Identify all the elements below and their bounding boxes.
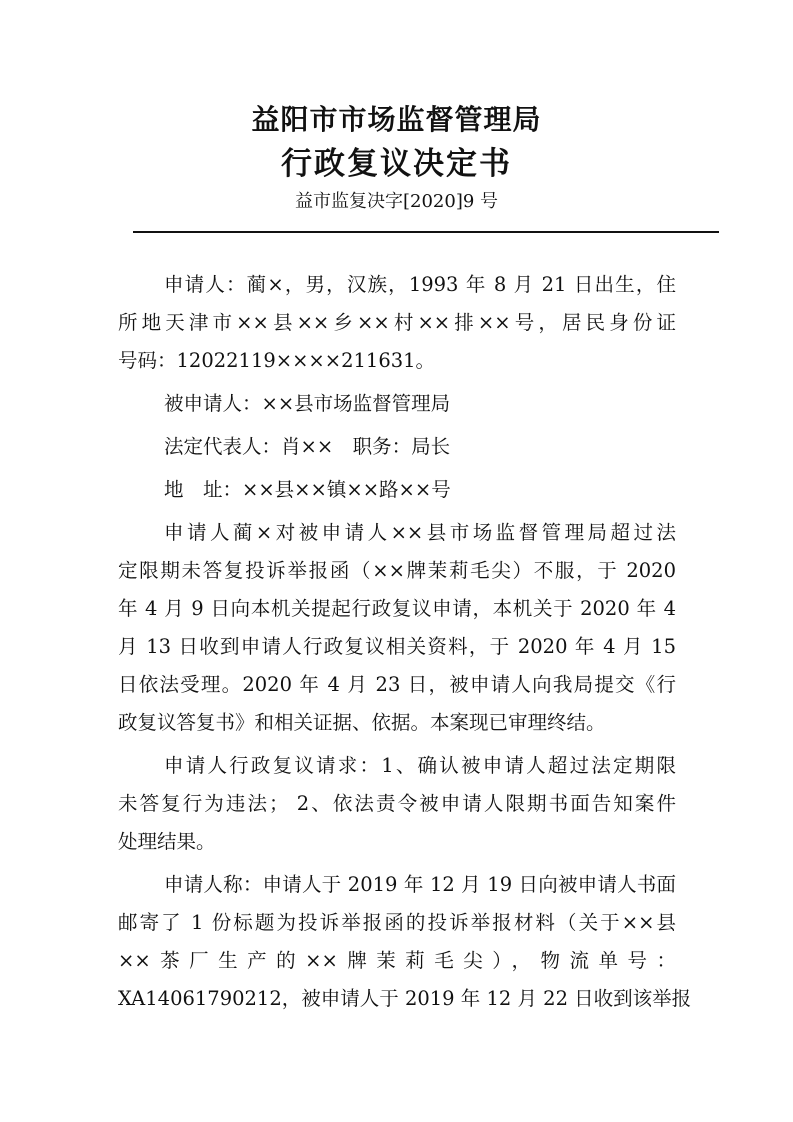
text-line: 申请人：蔺×，男，汉族，1993 年 8 月 21 日出生，住 — [164, 273, 676, 296]
paragraph — [118, 514, 676, 742]
text-line: 日依法受理。2020 年 4 月 23 日，被申请人向我局提交《行 — [118, 673, 676, 696]
issuing-organization: 益阳市市场监督管理局 — [251, 103, 542, 136]
text-line: 法定代表人：肖×× 职务：局长 — [164, 435, 451, 458]
text-line: 号码：12022119××××211631。 — [118, 349, 436, 372]
paragraph — [118, 428, 676, 466]
text-line: 政复议答复书》和相关证据、依据。本案现已审理终结。 — [118, 711, 606, 734]
header-divider — [133, 231, 719, 233]
text-line: 申请人蔺×对被申请人××县市场监督管理局超过法 — [164, 521, 676, 544]
text-line: 被申请人：××县市场监督管理局 — [164, 392, 451, 415]
text-line: 所地天津市××县××乡××村××排××号，居民身份证 — [118, 311, 676, 334]
text-line: 处理结果。 — [118, 830, 216, 853]
text-line: XA14061790212，被申请人于 2019 年 12 月 22 日收到该举报 — [118, 987, 692, 1010]
text-line: ××茶厂生产的××牌茉莉毛尖），物流单号： — [118, 949, 676, 972]
document-title: 行政复议决定书 — [281, 146, 512, 182]
paragraph — [118, 385, 676, 423]
paragraph — [118, 866, 692, 1018]
text-line: 定限期未答复投诉举报函（××牌茉莉毛尖）不服，于 2020 — [118, 559, 676, 582]
text-line: 未答复行为违法； 2、依法责令被申请人限期书面告知案件 — [118, 792, 676, 815]
document-body — [118, 266, 692, 1023]
paragraph — [118, 747, 676, 861]
paragraph — [118, 266, 676, 380]
paragraph — [118, 471, 676, 509]
text-line: 申请人称：申请人于 2019 年 12 月 19 日向被申请人书面 — [164, 873, 676, 896]
text-line: 年 4 月 9 日向本机关提起行政复议申请，本机关于 2020 年 4 — [118, 597, 676, 620]
text-line: 月 13 日收到申请人行政复议相关资料，于 2020 年 4 月 15 — [118, 635, 676, 658]
document-number: 益市监复决字[2020]9 号 — [294, 191, 499, 212]
text-line: 地 址：××县××镇××路××号 — [164, 478, 451, 501]
text-line: 邮寄了 1 份标题为投诉举报函的投诉举报材料（关于××县 — [118, 911, 676, 934]
text-line: 申请人行政复议请求：1、确认被申请人超过法定期限 — [164, 754, 676, 777]
